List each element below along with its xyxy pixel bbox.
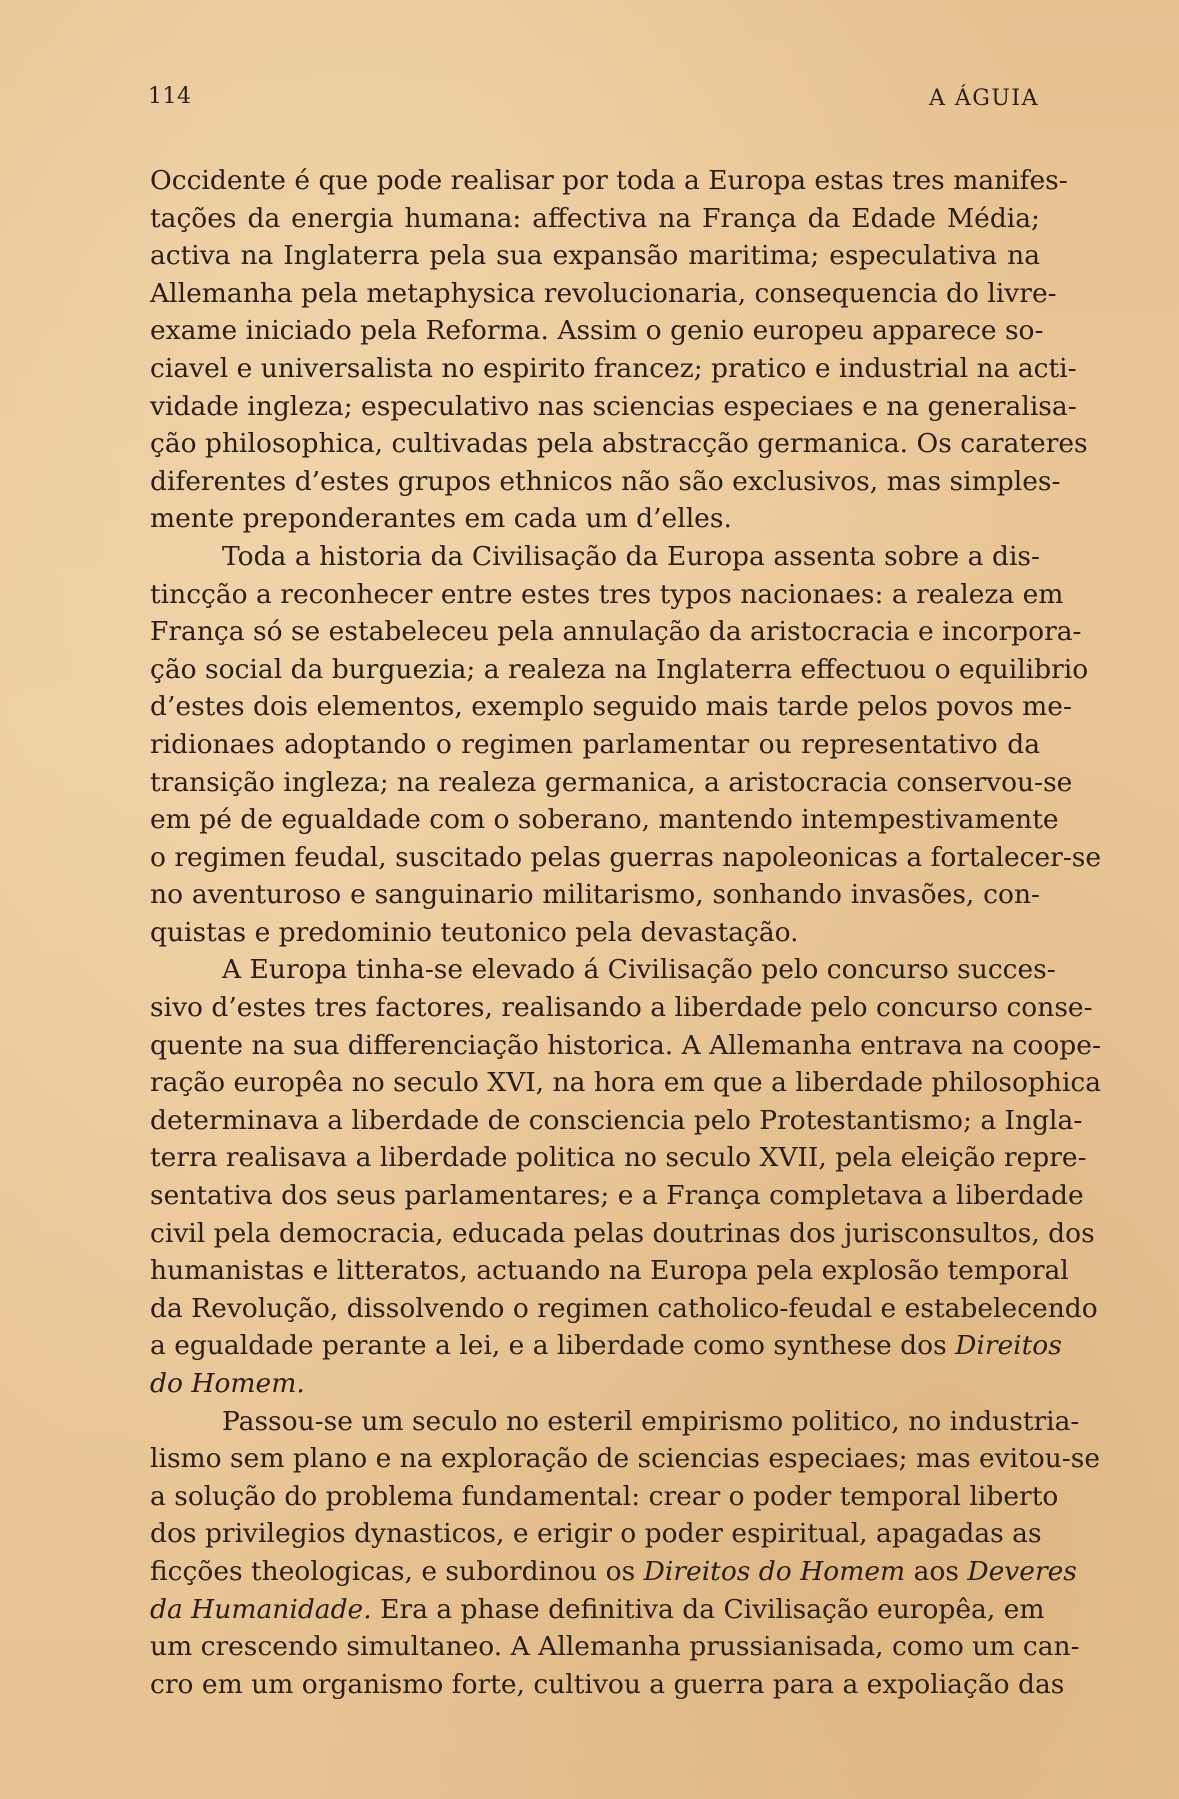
line-text: Occidente é que pode realisar por toda a Europa estas tres manifes- — [150, 165, 1068, 196]
line-text: o regimen feudal, suscitado pelas guerras napoleonicas a fortalecer-se — [150, 841, 1102, 873]
text-line — [150, 388, 1077, 426]
line-text: ção philosophica, cultivadas pela abstracção germanica. Os carateres — [150, 428, 1088, 460]
running-title: A ÁGUIA — [929, 86, 1039, 111]
text-line — [150, 1290, 1098, 1328]
text-line — [150, 312, 1044, 350]
text-line — [150, 1139, 1087, 1177]
line-text: Era a phase definitiva da Civilisação europêa, em — [371, 1593, 1045, 1625]
text-line — [150, 538, 1040, 576]
text-line — [150, 200, 1040, 238]
line-text: humanistas e litteratos, actuando na Europa pela explosão temporal — [150, 1255, 1069, 1287]
line-text: mente preponderantes em cada um d’elles. — [150, 503, 732, 535]
line-text: ção social da burguezia; a realeza na Inglaterra effectuou o equilibrio — [150, 653, 1089, 685]
text-line — [150, 1591, 1045, 1629]
text-line — [150, 1440, 1101, 1478]
text-line — [150, 989, 1093, 1027]
line-text: aos — [905, 1555, 968, 1587]
line-text: a solução do problema fundamental: crear o poder temporal liberto — [150, 1480, 1059, 1512]
line-text: quistas e predominio teutonico pela devastação. — [150, 916, 799, 948]
paragraph — [150, 162, 1088, 538]
line-text: em pé de egualdade com o soberano, mantendo intempestivamente — [150, 804, 1059, 836]
line-text: diferentes d’estes grupos ethnicos não são exclusivos, mas simples- — [150, 465, 1061, 497]
text-line — [150, 275, 1057, 313]
line-text: ficções theologicas, e subordinou os — [150, 1555, 644, 1587]
italic-text: do Homem. — [150, 1368, 305, 1399]
line-text: no aventuroso e sanguinario militarismo, sonhando invasões, con- — [150, 879, 1040, 911]
text-line — [150, 1252, 1069, 1290]
text-line — [150, 651, 1089, 689]
italic-text: Direitos — [955, 1330, 1062, 1362]
line-text: lismo sem plano e na exploração de sciencias especiaes; mas evitou-se — [150, 1443, 1101, 1475]
line-text: ração europêa no seculo XVI, na hora em que a liberdade philosophica — [150, 1067, 1102, 1099]
paragraph — [150, 538, 1102, 952]
line-text: transição ingleza; na realeza germanica, a aristocracia conservou-se — [150, 766, 1073, 798]
text-line — [150, 1215, 1095, 1253]
line-text: ridionaes adoptando o regimen parlamentar ou representativo da — [150, 728, 1040, 760]
text-line — [150, 237, 1040, 275]
text-line — [150, 1478, 1059, 1516]
text-line — [150, 613, 1082, 651]
text-line — [150, 576, 1064, 614]
line-text: Passou-se um seculo no esteril empirismo politico, no industria- — [222, 1405, 1080, 1437]
text-line — [150, 425, 1088, 463]
line-text: França só se estabeleceu pela annulação da aristocracia e incorpora- — [150, 616, 1082, 648]
line-text: ciavel e universalista no espirito francez; pratico e industrial na acti- — [150, 352, 1077, 384]
line-text: d’estes dois elementos, exemplo seguido mais tarde pelos povos me- — [150, 691, 1072, 723]
text-line — [150, 1666, 1065, 1704]
line-text: Allemanha pela metaphysica revolucionaria, consequencia do livre- — [150, 277, 1057, 309]
line-text: dos privilegios dynasticos, e erigir o poder espiritual, apagadas as — [150, 1518, 1042, 1550]
text-line — [150, 162, 1068, 200]
text-line — [150, 1327, 1062, 1365]
text-line — [150, 463, 1061, 501]
line-text: Toda a historia da Civilisação da Europa assenta sobre a dis- — [222, 540, 1040, 572]
line-text: sentativa dos seus parlamentares; e a França completava a liberdade — [150, 1180, 1084, 1212]
text-line — [150, 1553, 1077, 1591]
text-line — [150, 1365, 1040, 1403]
text-line — [150, 726, 1040, 764]
text-line — [150, 764, 1073, 802]
line-text: tações da energia humana: affectiva na França da Edade Média; — [150, 202, 1040, 234]
text-line — [150, 1177, 1084, 1215]
text-line — [150, 1628, 1080, 1666]
line-text: tincção a reconhecer entre estes tres typos nacionaes: a realeza em — [150, 578, 1064, 610]
text-line — [150, 500, 1040, 538]
line-text: quente na sua differenciação historica. A Allemanha entrava na coope- — [150, 1029, 1101, 1061]
text-line — [150, 914, 1040, 952]
text-line — [150, 876, 1040, 914]
line-text: terra realisava a liberdade politica no seculo XVII, pela eleição repre- — [150, 1142, 1087, 1174]
line-text: A Europa tinha-se elevado á Civilisação pelo concurso succes- — [222, 954, 1056, 986]
line-text: sivo d’estes tres factores, realisando a liberdade pelo concurso conse- — [150, 992, 1093, 1024]
italic-text: da Humanidade. — [150, 1593, 372, 1625]
page-number: 114 — [148, 84, 192, 109]
paragraph — [150, 951, 1102, 1402]
italic-text: Direitos do Homem — [643, 1555, 906, 1587]
paragraph — [150, 1403, 1101, 1704]
line-text: exame iniciado pela Reforma. Assim o genio europeu apparece so- — [150, 315, 1044, 347]
line-text: cro em um organismo forte, cultivou a guerra para a expoliação das — [150, 1668, 1065, 1700]
italic-text: Deveres — [967, 1555, 1077, 1587]
line-text: vidade ingleza; especulativo nas sciencias especiaes e na generalisa- — [150, 390, 1077, 422]
body-text — [150, 162, 1102, 1703]
line-text: civil pela democracia, educada pelas doutrinas dos jurisconsultos, dos — [150, 1217, 1095, 1249]
text-line — [150, 1403, 1080, 1441]
text-line — [150, 688, 1072, 726]
text-line — [150, 1515, 1040, 1553]
text-line — [150, 951, 1056, 989]
line-text: determinava a liberdade de consciencia pelo Protestantismo; a Ingla- — [150, 1104, 1083, 1136]
text-line — [150, 1027, 1101, 1065]
text-line — [150, 350, 1077, 388]
text-line — [150, 1064, 1102, 1102]
line-text: a egualdade perante a lei, e a liberdade como synthese dos — [150, 1330, 956, 1362]
line-text: um crescendo simultaneo. A Allemanha prussianisada, como um can- — [150, 1631, 1080, 1663]
text-line — [150, 839, 1102, 877]
text-line — [150, 1102, 1083, 1140]
line-text: activa na Inglaterra pela sua expansão maritima; especulativa na — [150, 240, 1040, 272]
line-text: da Revolução, dissolvendo o regimen catholico-feudal e estabelecendo — [150, 1292, 1098, 1324]
text-line — [150, 801, 1059, 839]
